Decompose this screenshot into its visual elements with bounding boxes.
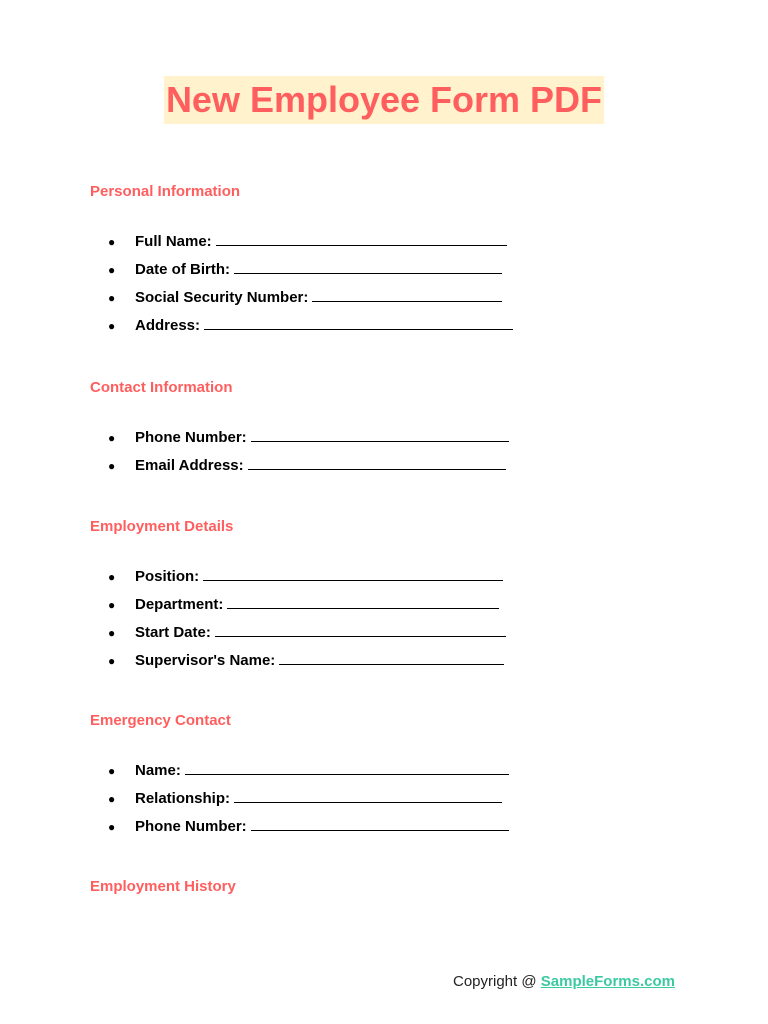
section-heading: Employment Details: [90, 518, 234, 535]
bullet-icon: ●: [108, 792, 116, 806]
field-label: Department:: [135, 596, 224, 613]
field-label: Email Address:: [135, 457, 244, 474]
field-address: [108, 312, 513, 340]
bullet-icon: ●: [108, 764, 116, 778]
bullet-icon: ●: [108, 598, 116, 612]
bullet-icon: ●: [108, 263, 116, 277]
start-date-blank[interactable]: [215, 620, 506, 637]
field-list: [108, 228, 513, 340]
field-label: Phone Number:: [135, 429, 247, 446]
page-title: New Employee Form PDF: [164, 76, 604, 124]
field-label: Date of Birth:: [135, 261, 230, 278]
footer-copyright: [453, 972, 675, 992]
section-emergency-contact: [90, 711, 690, 835]
field-label: Address:: [135, 317, 201, 334]
field-start-date: [108, 619, 506, 647]
phone-number-blank[interactable]: [251, 425, 509, 442]
social-security-number-blank[interactable]: [312, 285, 502, 302]
field-full-name: [108, 228, 513, 256]
field-label: Name:: [135, 762, 181, 779]
department-blank[interactable]: [227, 592, 499, 609]
bullet-icon: ●: [108, 291, 116, 305]
field-label: Full Name:: [135, 233, 212, 250]
section-heading: Contact Information: [90, 379, 233, 396]
bullet-icon: ●: [108, 235, 116, 249]
relationship-blank[interactable]: [234, 786, 502, 803]
field-list: [108, 757, 509, 841]
field-list: [108, 563, 506, 675]
emergency-phone-number-blank[interactable]: [251, 814, 509, 831]
section-heading: Emergency Contact: [90, 712, 231, 729]
position-blank[interactable]: [203, 564, 503, 581]
bullet-icon: ●: [108, 820, 116, 834]
bullet-icon: ●: [108, 319, 116, 333]
section-employment-history: [90, 877, 690, 897]
field-label: Position:: [135, 568, 200, 585]
bullet-icon: ●: [108, 654, 116, 668]
field-date-of-birth: [108, 256, 513, 284]
bullet-icon: ●: [108, 626, 116, 640]
field-label: Phone Number:: [135, 818, 247, 835]
bullet-icon: ●: [108, 431, 116, 445]
section-heading: Employment History: [90, 878, 236, 895]
field-email-address: [108, 452, 509, 480]
field-label: Start Date:: [135, 624, 211, 641]
emergency-name-blank[interactable]: [185, 758, 509, 775]
title-wrapper: [0, 76, 768, 124]
section-contact-information: [90, 378, 690, 474]
field-relationship: [108, 785, 509, 813]
field-list: [108, 424, 509, 480]
field-position: [108, 563, 506, 591]
field-social-security-number: [108, 284, 513, 312]
footer-link-sampleforms[interactable]: SampleForms.com: [540, 973, 675, 990]
date-of-birth-blank[interactable]: [234, 257, 502, 274]
full-name-blank[interactable]: [216, 229, 507, 246]
field-label: Supervisor's Name:: [135, 652, 276, 669]
section-heading: Personal Information: [90, 183, 241, 200]
address-blank[interactable]: [204, 313, 513, 330]
field-supervisors-name: [108, 647, 506, 675]
section-employment-details: [90, 517, 690, 669]
bullet-icon: ●: [108, 570, 116, 584]
bullet-icon: ●: [108, 459, 116, 473]
supervisors-name-blank[interactable]: [279, 648, 504, 665]
email-address-blank[interactable]: [248, 453, 506, 470]
section-personal-information: [90, 182, 690, 334]
field-phone-number: [108, 424, 509, 452]
field-department: [108, 591, 506, 619]
field-label: Relationship:: [135, 790, 231, 807]
footer-prefix: Copyright @: [453, 973, 541, 990]
field-emergency-phone-number: [108, 813, 509, 841]
field-emergency-name: [108, 757, 509, 785]
field-label: Social Security Number:: [135, 289, 309, 306]
